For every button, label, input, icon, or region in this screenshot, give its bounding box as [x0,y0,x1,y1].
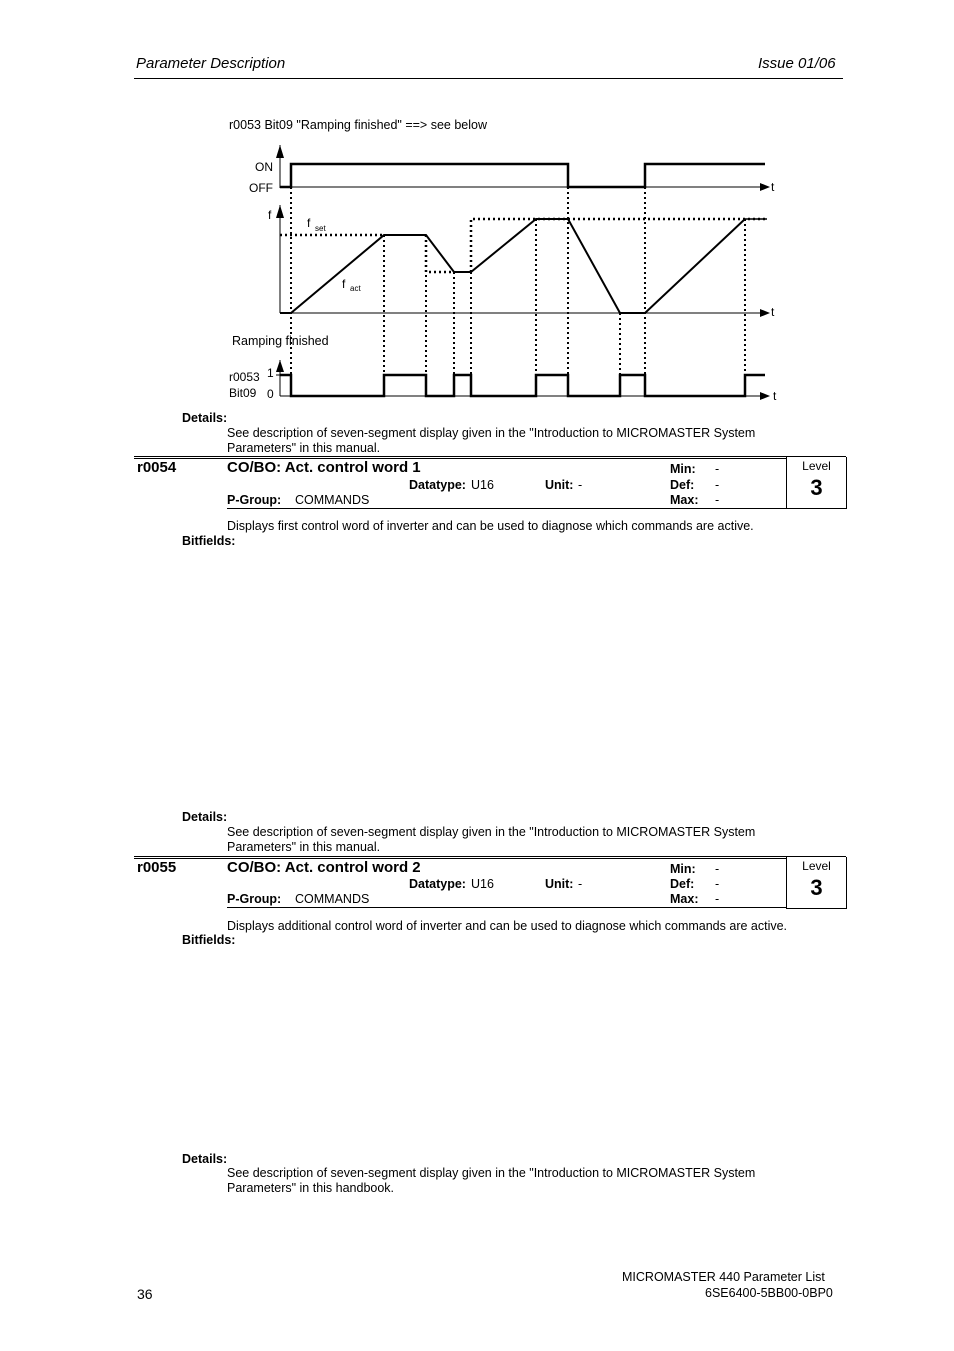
def-label: Def: [670,478,695,492]
level-label: Level [802,859,831,873]
def-value: - [715,877,720,891]
details-text: See description of seven-segment display given in the "Introduction to MICROMASTER System [227,426,756,440]
label-f-axis: f [268,208,272,222]
page-number: 36 [137,1286,153,1302]
label-r0053: r0053 [229,370,260,384]
footer-order-number: 6SE6400-5BB00-0BP0 [705,1286,833,1300]
label-one: 1 [267,366,274,380]
param-id: r0054 [137,459,177,476]
param-bottom-rule [227,508,787,509]
datatype-value: U16 [471,877,494,891]
details-text: See description of seven-segment display given in the "Introduction to MICROMASTER System [227,825,756,839]
bitfields-label: Bitfields: [182,534,236,548]
level-value: 3 [810,475,823,500]
pgroup-value: COMMANDS [295,892,370,906]
min-value: - [715,862,720,876]
label-fact: f [342,277,346,291]
def-label: Def: [670,877,695,891]
label-fact-sub: act [350,284,361,293]
label-off: OFF [249,181,273,195]
footer-product: MICROMASTER 440 Parameter List [622,1270,825,1284]
bitfields-label: Bitfields: [182,933,236,947]
header-left: Parameter Description [136,55,286,72]
details-text: Parameters" in this manual. [227,441,381,455]
level-value: 3 [810,875,823,900]
details-label: Details: [182,810,228,824]
label-t-2: t [771,305,775,319]
min-value: - [715,462,720,476]
def-value: - [715,478,720,492]
figure-caption: r0053 Bit09 "Ramping finished" ==> see below [229,118,487,132]
label-fset-sub: set [315,224,326,233]
pgroup-value: COMMANDS [295,493,370,507]
header-right: Issue 01/06 [758,55,836,72]
details-text: Parameters" in this handbook. [227,1181,395,1195]
label-fset: f [307,216,311,230]
label-zero: 0 [267,387,274,401]
unit-value: - [578,478,583,492]
param-title: CO/BO: Act. control word 1 [227,459,421,476]
pgroup-label: P-Group: [227,493,282,507]
param-id: r0055 [137,859,177,876]
param-top-rule [134,456,846,457]
details-label: Details: [182,1152,228,1166]
pgroup-label: P-Group: [227,892,282,906]
max-value: - [715,892,720,906]
datatype-label: Datatype: [409,478,466,492]
param-description: Displays additional control word of inverter and can be used to diagnose which commands are active. [227,919,788,933]
param-bottom-rule [227,907,787,908]
details-label: Details: [182,411,228,425]
details-text: See description of seven-segment display given in the "Introduction to MICROMASTER System [227,1166,756,1180]
min-label: Min: [670,462,696,476]
label-bit09: Bit09 [229,386,257,400]
label-t-1: t [771,180,775,194]
label-ramping: Ramping finished [232,334,329,348]
unit-label: Unit: [545,877,574,891]
level-box [786,457,847,509]
ramping-timing-diagram [0,140,954,440]
level-box [786,857,847,909]
min-label: Min: [670,862,696,876]
details-text: Parameters" in this manual. [227,840,381,854]
param-title: CO/BO: Act. control word 2 [227,859,421,876]
param-top-rule [134,856,846,857]
unit-label: Unit: [545,478,574,492]
datatype-label: Datatype: [409,877,466,891]
max-label: Max: [670,493,699,507]
param-description: Displays first control word of inverter and can be used to diagnose which commands are active. [227,519,754,533]
header-rule [134,78,843,79]
max-value: - [715,493,720,507]
unit-value: - [578,877,583,891]
datatype-value: U16 [471,478,494,492]
max-label: Max: [670,892,699,906]
label-on: ON [255,160,273,174]
label-t-3: t [773,389,777,403]
level-label: Level [802,459,831,473]
